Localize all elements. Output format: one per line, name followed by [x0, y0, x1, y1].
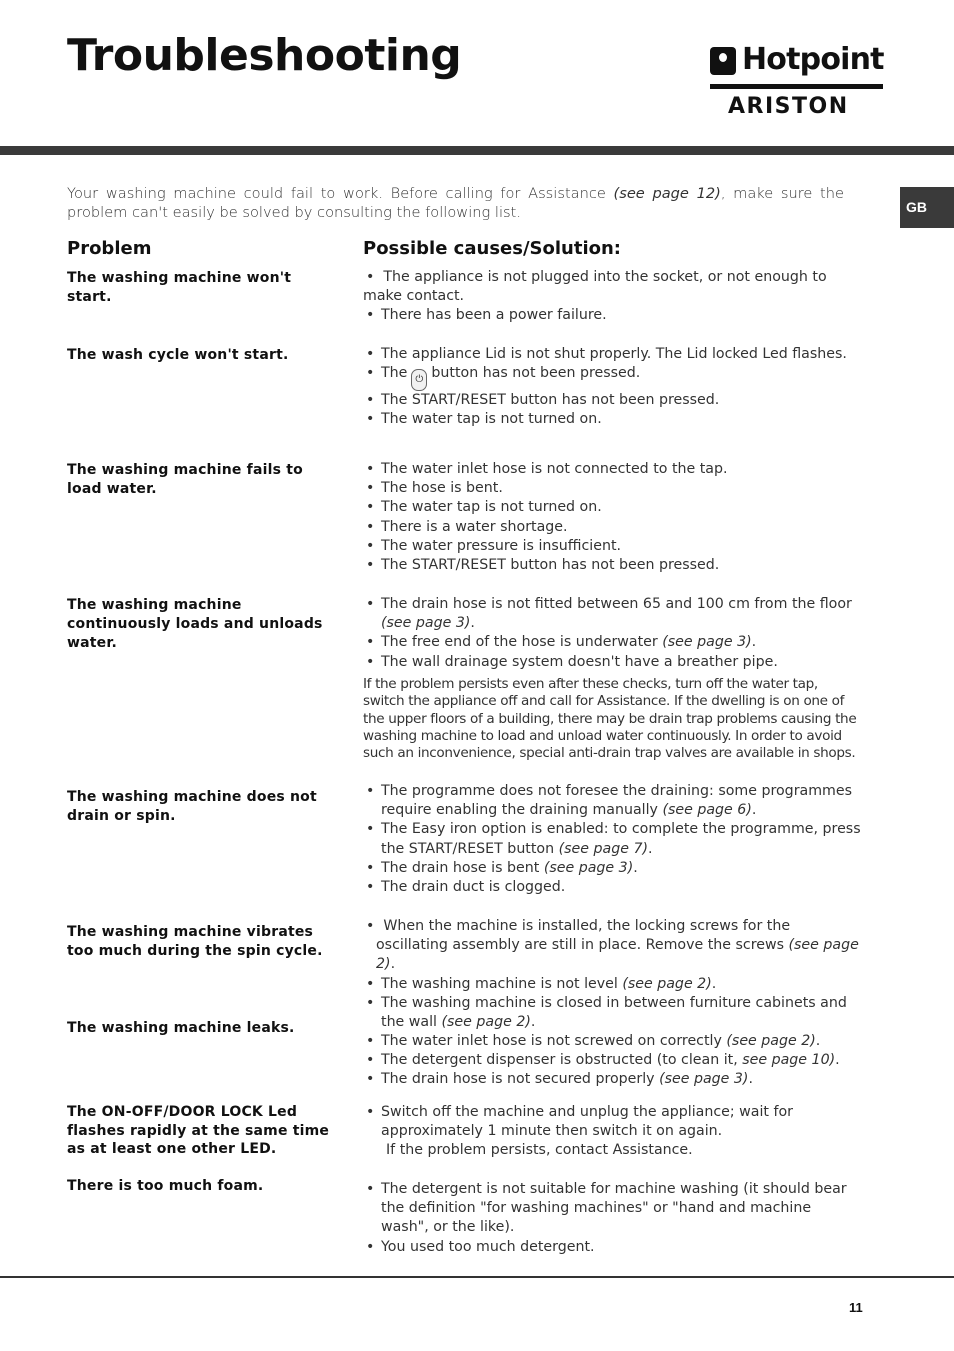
cause-item: • The hose is bent.: [363, 479, 863, 498]
hotpoint-logo-icon: [710, 47, 736, 75]
problem-label: The washing machine continuously loads and unloads water.: [67, 597, 323, 651]
cause-item: • The free end of the hose is underwater (see page 3).: [363, 633, 863, 652]
cause-item: • The water inlet hose is not screwed on correctly (see page 2).: [363, 1032, 863, 1051]
cause-item: • The START/RESET button has not been pressed.: [363, 556, 863, 575]
cause-list: [363, 345, 863, 430]
cause-item: • The washing machine is not level (see page 2).: [363, 975, 863, 994]
cause-item: • The water pressure is insufficient.: [363, 537, 863, 556]
cause-item: • The water inlet hose is not connected to the tap.: [363, 460, 863, 479]
cause-list: [363, 782, 863, 897]
cause-item: • There is a water shortage.: [363, 518, 863, 537]
problem-label: The wash cycle won't start.: [67, 347, 289, 363]
cause-item: • The ⏻ button has not been pressed.: [363, 364, 863, 391]
brand-logo: [708, 44, 886, 120]
header-rule: [0, 146, 954, 155]
cause-list: [363, 1180, 863, 1257]
cause-item: • The water tap is not turned on.: [363, 410, 863, 429]
drain-trap-note: If the problem persists even after these checks, turn off the water tap, switch the appliance off and call for Assistance. If the dwelling is on one of the upper floors of a building, there may be drain trap problems causing the washing machine to load and unload water continuously. In order to avoid such an inconvenience, special anti-drain trap valves are available in shops.: [363, 676, 857, 762]
power-button-icon: ⏻: [411, 369, 427, 391]
problem-label: The washing machine does not drain or spin.: [67, 789, 317, 824]
cause-list: [363, 268, 863, 326]
page-title: Troubleshooting: [67, 30, 462, 81]
cause-item: • There has been a power failure.: [363, 306, 863, 325]
cause-item: • You used too much detergent.: [363, 1238, 863, 1257]
brand-sub: ARISTON: [728, 94, 849, 119]
cause-item: • The water tap is not turned on.: [363, 498, 863, 517]
cause-item: • The drain hose is bent (see page 3).: [363, 859, 863, 878]
problem-label: The washing machine fails to load water.: [67, 462, 303, 497]
cause-list: [363, 917, 863, 1032]
cause-item: • The drain hose is not secured properly (see page 3).: [363, 1070, 863, 1089]
cause-item: • Switch off the machine and unplug the appliance; wait for approximately 1 minute then switch it on again. If the problem persists, contact Assistance.: [363, 1103, 863, 1161]
cause-item: • The appliance is not plugged into the socket, or not enough to make contact.: [363, 268, 863, 306]
cause-item: • The appliance Lid is not shut properly. The Lid locked Led flashes.: [363, 345, 863, 364]
cause-item: • The detergent dispenser is obstructed (to clean it, see page 10).: [363, 1051, 863, 1070]
problem-label: The washing machine vibrates too much during the spin cycle.: [67, 924, 323, 959]
language-tab: GB: [900, 187, 954, 228]
problem-label: The washing machine leaks.: [67, 1020, 295, 1036]
cause-item: • The washing machine is closed in between furniture cabinets and the wall (see page 2).: [363, 994, 863, 1032]
brand-name: Hotpoint: [742, 42, 884, 77]
cause-item: • The drain hose is not fitted between 65 and 100 cm from the floor (see page 3).: [363, 595, 863, 633]
cause-list: [363, 595, 863, 672]
cause-list: [363, 460, 863, 575]
intro-text: Your washing machine could fail to work. Before calling for Assistance (see page 12), make sure the problem can't easily be solved by consulting the following list.: [67, 185, 844, 221]
cause-item: • The programme does not foresee the draining: some programmes require enabling the draining manually (see page 6).: [363, 782, 863, 820]
problem-label: There is too much foam.: [67, 1178, 264, 1194]
problem-column-heading: Problem: [67, 238, 152, 259]
cause-item: • The drain duct is clogged.: [363, 878, 863, 897]
footer-rule: [0, 1276, 954, 1278]
cause-item: • The START/RESET button has not been pressed.: [363, 391, 863, 410]
problem-label: The ON-OFF/DOOR LOCK Led flashes rapidly at the same time as at least one other LED.: [67, 1104, 330, 1157]
causes-column-heading: Possible causes/Solution:: [363, 238, 621, 259]
cause-item: • The detergent is not suitable for machine washing (it should bear the definition "for washing machines" or "hand and machine wash", or the like).: [363, 1180, 863, 1238]
cause-item: • The Easy iron option is enabled: to complete the programme, press the START/RESET button (see page 7).: [363, 820, 863, 858]
cause-item: • The wall drainage system doesn't have a breather pipe.: [363, 653, 863, 672]
cause-list: [363, 1032, 863, 1090]
cause-list: [363, 1103, 863, 1161]
problem-label: The washing machine won't start.: [67, 270, 292, 305]
logo-divider: [710, 84, 883, 89]
page-number: 11: [849, 1300, 863, 1315]
cause-item: • When the machine is installed, the locking screws for the oscillating assembly are still in place. Remove the screws (see page 2).: [363, 917, 863, 975]
